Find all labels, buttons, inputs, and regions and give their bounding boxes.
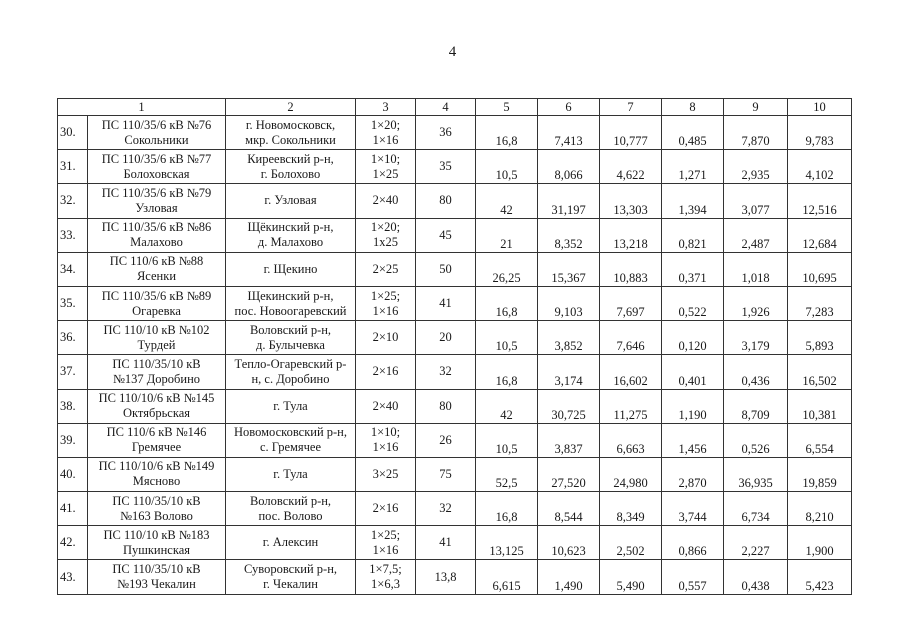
column-4-cell: 13,8 — [416, 560, 476, 594]
value-cell-col-7: 13,218 — [600, 218, 662, 252]
substation-name-line: Октябрьская — [122, 406, 191, 421]
location-line: г. Узловая — [264, 193, 317, 208]
value-cell-col-6: 8,352 — [538, 218, 600, 252]
header-cell-8: 8 — [662, 99, 724, 116]
transformers-line: 1×10; — [370, 425, 401, 440]
substation-name-line: Мясново — [132, 474, 181, 489]
substation-name-line: ПС 110/35/6 кВ №79 — [101, 185, 212, 200]
value-cell-col-6: 3,174 — [538, 355, 600, 389]
value-cell-col-6: 30,725 — [538, 389, 600, 423]
column-4-cell: 35 — [416, 150, 476, 184]
substation-name-cell — [88, 150, 226, 184]
row-number-cell: 36. — [58, 321, 88, 355]
location-cell — [226, 286, 356, 320]
value-cell-col-8: 1,394 — [662, 184, 724, 218]
value-cell-col-8: 0,866 — [662, 526, 724, 560]
column-4-cell: 75 — [416, 457, 476, 491]
table-header-row — [58, 99, 852, 116]
substation-name-line: ПС 110/35/6 кВ №89 — [101, 288, 212, 303]
value-cell-col-10: 10,381 — [788, 389, 852, 423]
location-cell — [226, 116, 356, 150]
value-cell-col-7: 6,663 — [600, 423, 662, 457]
substation-name-line: №137 Доробино — [112, 371, 201, 386]
location-cell — [226, 252, 356, 286]
transformers-cell — [356, 184, 416, 218]
value-cell-col-6: 3,852 — [538, 321, 600, 355]
table-row — [58, 218, 852, 252]
column-4-cell: 80 — [416, 184, 476, 218]
table-row — [58, 457, 852, 491]
row-number-cell: 39. — [58, 423, 88, 457]
substation-name-cell — [88, 321, 226, 355]
value-cell-col-7: 10,883 — [600, 252, 662, 286]
transformers-cell — [356, 218, 416, 252]
value-cell-col-5: 26,25 — [476, 252, 538, 286]
value-cell-col-9: 7,870 — [724, 116, 788, 150]
transformers-line: 1×20; — [370, 117, 401, 132]
location-line: пос. Волово — [258, 508, 323, 523]
table-row — [58, 423, 852, 457]
value-cell-col-6: 1,490 — [538, 560, 600, 594]
value-cell-col-9: 1,926 — [724, 286, 788, 320]
substation-name-cell — [88, 116, 226, 150]
transformers-line: 2×25 — [372, 261, 399, 276]
header-cell-5: 5 — [476, 99, 538, 116]
location-cell — [226, 457, 356, 491]
transformers-line: 1×25 — [372, 166, 399, 181]
column-4-cell: 32 — [416, 492, 476, 526]
value-cell-col-9: 0,436 — [724, 355, 788, 389]
transformers-line: 1×16 — [372, 132, 399, 147]
header-cell-6: 6 — [538, 99, 600, 116]
value-cell-col-5: 21 — [476, 218, 538, 252]
location-line: Воловский р-н, — [249, 493, 332, 508]
column-4-cell: 45 — [416, 218, 476, 252]
transformers-line: 1×25; — [370, 288, 401, 303]
substation-name-cell — [88, 389, 226, 423]
value-cell-col-8: 0,557 — [662, 560, 724, 594]
value-cell-col-5: 16,8 — [476, 116, 538, 150]
transformers-line: 3×25 — [372, 466, 399, 481]
value-cell-col-7: 7,646 — [600, 321, 662, 355]
value-cell-col-9: 0,438 — [724, 560, 788, 594]
transformers-cell — [356, 252, 416, 286]
row-number-cell: 30. — [58, 116, 88, 150]
value-cell-col-7: 5,490 — [600, 560, 662, 594]
value-cell-col-9: 2,227 — [724, 526, 788, 560]
transformers-line: 2×40 — [372, 193, 399, 208]
header-cell-3: 3 — [356, 99, 416, 116]
value-cell-col-6: 8,066 — [538, 150, 600, 184]
value-cell-col-6: 3,837 — [538, 423, 600, 457]
value-cell-col-5: 16,8 — [476, 286, 538, 320]
location-cell — [226, 526, 356, 560]
value-cell-col-7: 10,777 — [600, 116, 662, 150]
value-cell-col-8: 0,371 — [662, 252, 724, 286]
value-cell-col-10: 10,695 — [788, 252, 852, 286]
location-line: мкр. Сокольники — [245, 132, 336, 147]
substation-name-line: Турдей — [137, 337, 176, 352]
value-cell-col-9: 0,526 — [724, 423, 788, 457]
substation-name-cell — [88, 492, 226, 526]
transformers-line: 2×10 — [372, 330, 399, 345]
column-4-cell: 41 — [416, 526, 476, 560]
row-number-cell: 37. — [58, 355, 88, 389]
row-number-cell: 31. — [58, 150, 88, 184]
table-body — [58, 116, 852, 595]
row-number-cell: 32. — [58, 184, 88, 218]
column-4-cell: 41 — [416, 286, 476, 320]
value-cell-col-5: 16,8 — [476, 492, 538, 526]
value-cell-col-5: 6,615 — [476, 560, 538, 594]
location-cell — [226, 150, 356, 184]
transformers-cell — [356, 526, 416, 560]
location-cell — [226, 184, 356, 218]
value-cell-col-10: 1,900 — [788, 526, 852, 560]
location-cell — [226, 423, 356, 457]
value-cell-col-10: 16,502 — [788, 355, 852, 389]
value-cell-col-5: 10,5 — [476, 150, 538, 184]
substation-name-line: ПС 110/35/6 кВ №86 — [101, 220, 212, 235]
table-row — [58, 184, 852, 218]
location-line: пос. Новоогаревский — [234, 303, 347, 318]
value-cell-col-8: 0,401 — [662, 355, 724, 389]
transformers-line: 1x25 — [373, 235, 398, 250]
substation-name-cell — [88, 355, 226, 389]
location-line: г. Новомосковск, — [245, 117, 336, 132]
value-cell-col-8: 1,190 — [662, 389, 724, 423]
row-number-cell: 38. — [58, 389, 88, 423]
location-line: д. Булычевка — [256, 337, 325, 352]
transformers-cell — [356, 286, 416, 320]
transformers-line: 2×40 — [372, 398, 399, 413]
value-cell-col-10: 7,283 — [788, 286, 852, 320]
location-cell — [226, 389, 356, 423]
value-cell-col-5: 13,125 — [476, 526, 538, 560]
column-4-cell: 20 — [416, 321, 476, 355]
substation-name-line: Пушкинская — [122, 542, 191, 557]
value-cell-col-9: 1,018 — [724, 252, 788, 286]
value-cell-col-9: 36,935 — [724, 457, 788, 491]
table-row — [58, 252, 852, 286]
location-line: г. Болохово — [260, 166, 321, 181]
location-line: Щёкинский р-н, — [247, 220, 334, 235]
value-cell-col-7: 16,602 — [600, 355, 662, 389]
value-cell-col-7: 13,303 — [600, 184, 662, 218]
table-row — [58, 389, 852, 423]
table-row — [58, 321, 852, 355]
column-4-cell: 50 — [416, 252, 476, 286]
row-number-cell: 34. — [58, 252, 88, 286]
value-cell-col-6: 8,544 — [538, 492, 600, 526]
header-cell-10: 10 — [788, 99, 852, 116]
table-row — [58, 286, 852, 320]
transformers-line: 1×16 — [372, 542, 399, 557]
column-4-cell: 36 — [416, 116, 476, 150]
substation-name-line: Болоховская — [123, 166, 190, 181]
location-line: с. Гремячее — [259, 440, 322, 455]
transformers-line: 2×16 — [372, 364, 399, 379]
substation-name-line: ПС 110/35/10 кВ — [112, 493, 201, 508]
value-cell-col-5: 52,5 — [476, 457, 538, 491]
value-cell-col-7: 8,349 — [600, 492, 662, 526]
substation-name-line: ПС 110/35/6 кВ №76 — [101, 117, 212, 132]
location-cell — [226, 560, 356, 594]
value-cell-col-5: 42 — [476, 389, 538, 423]
table-row — [58, 492, 852, 526]
row-number-cell: 35. — [58, 286, 88, 320]
substation-name-line: Гремячее — [131, 440, 182, 455]
value-cell-col-8: 0,120 — [662, 321, 724, 355]
location-line: г. Чекалин — [263, 577, 318, 592]
table-row — [58, 116, 852, 150]
value-cell-col-7: 4,622 — [600, 150, 662, 184]
value-cell-col-6: 31,197 — [538, 184, 600, 218]
substation-name-line: Узловая — [135, 200, 178, 215]
transformers-cell — [356, 423, 416, 457]
location-line: Воловский р-н, — [249, 322, 332, 337]
substation-name-cell — [88, 184, 226, 218]
table-row — [58, 150, 852, 184]
location-line: г. Тула — [273, 466, 308, 481]
value-cell-col-8: 0,821 — [662, 218, 724, 252]
location-cell — [226, 218, 356, 252]
header-cell-4: 4 — [416, 99, 476, 116]
header-cell-1: 1 — [58, 99, 226, 116]
value-cell-col-9: 3,077 — [724, 184, 788, 218]
location-line: Щекинский р-н, — [247, 288, 334, 303]
substation-name-cell — [88, 526, 226, 560]
value-cell-col-9: 8,709 — [724, 389, 788, 423]
substations-table — [57, 98, 852, 595]
value-cell-col-8: 3,744 — [662, 492, 724, 526]
value-cell-col-6: 9,103 — [538, 286, 600, 320]
header-cell-7: 7 — [600, 99, 662, 116]
substation-name-line: №193 Чекалин — [117, 577, 196, 592]
row-number-cell: 43. — [58, 560, 88, 594]
transformers-cell — [356, 116, 416, 150]
location-cell — [226, 321, 356, 355]
transformers-cell — [356, 457, 416, 491]
value-cell-col-10: 19,859 — [788, 457, 852, 491]
value-cell-col-8: 0,485 — [662, 116, 724, 150]
table-row — [58, 560, 852, 594]
transformers-line: 1×7,5; — [369, 562, 402, 577]
value-cell-col-5: 42 — [476, 184, 538, 218]
value-cell-col-5: 10,5 — [476, 321, 538, 355]
substation-name-line: ПС 110/6 кВ №88 — [109, 254, 204, 269]
value-cell-col-9: 2,935 — [724, 150, 788, 184]
value-cell-col-6: 10,623 — [538, 526, 600, 560]
value-cell-col-8: 1,271 — [662, 150, 724, 184]
substation-name-line: Ясенки — [136, 269, 177, 284]
substation-name-line: ПС 110/10/6 кВ №145 — [98, 391, 215, 406]
location-line: г. Алексин — [262, 535, 319, 550]
column-4-cell: 32 — [416, 355, 476, 389]
substation-name-line: ПС 110/35/6 кВ №77 — [101, 151, 212, 166]
substation-name-line: Огаревка — [132, 303, 181, 318]
transformers-line: 1×6,3 — [371, 577, 400, 592]
substation-name-cell — [88, 252, 226, 286]
value-cell-col-6: 27,520 — [538, 457, 600, 491]
page-number: 4 — [448, 44, 457, 60]
location-line: н, с. Доробино — [251, 371, 330, 386]
transformers-line: 1×25; — [370, 527, 401, 542]
location-cell — [226, 492, 356, 526]
value-cell-col-9: 2,487 — [724, 218, 788, 252]
value-cell-col-6: 15,367 — [538, 252, 600, 286]
value-cell-col-10: 8,210 — [788, 492, 852, 526]
value-cell-col-6: 7,413 — [538, 116, 600, 150]
substation-name-cell — [88, 218, 226, 252]
location-line: г. Тула — [273, 398, 308, 413]
value-cell-col-5: 16,8 — [476, 355, 538, 389]
substation-name-line: №163 Волово — [120, 508, 193, 523]
header-cell-2: 2 — [226, 99, 356, 116]
location-line: Новомосковский р-н, — [234, 425, 347, 440]
substation-name-line: ПС 110/10 кВ №102 — [103, 322, 210, 337]
value-cell-col-7: 7,697 — [600, 286, 662, 320]
transformers-cell — [356, 560, 416, 594]
value-cell-col-10: 6,554 — [788, 423, 852, 457]
row-number-cell: 42. — [58, 526, 88, 560]
table-row — [58, 526, 852, 560]
value-cell-col-5: 10,5 — [476, 423, 538, 457]
value-cell-col-9: 6,734 — [724, 492, 788, 526]
value-cell-col-8: 0,522 — [662, 286, 724, 320]
value-cell-col-7: 2,502 — [600, 526, 662, 560]
transformers-line: 1×16 — [372, 303, 399, 318]
transformers-line: 1×20; — [370, 220, 401, 235]
location-line: д. Малахово — [257, 235, 324, 250]
substation-name-cell — [88, 560, 226, 594]
column-4-cell: 80 — [416, 389, 476, 423]
transformers-cell — [356, 355, 416, 389]
transformers-cell — [356, 389, 416, 423]
header-cell-9: 9 — [724, 99, 788, 116]
substation-name-cell — [88, 423, 226, 457]
value-cell-col-10: 5,423 — [788, 560, 852, 594]
substation-name-line: ПС 110/35/10 кВ — [112, 562, 201, 577]
value-cell-col-10: 5,893 — [788, 321, 852, 355]
substation-name-cell — [88, 286, 226, 320]
value-cell-col-10: 12,684 — [788, 218, 852, 252]
row-number-cell: 33. — [58, 218, 88, 252]
row-number-cell: 41. — [58, 492, 88, 526]
value-cell-col-8: 1,456 — [662, 423, 724, 457]
substation-name-line: Малахово — [130, 235, 183, 250]
transformers-line: 1×10; — [370, 151, 401, 166]
substation-name-line: Сокольники — [124, 132, 189, 147]
value-cell-col-9: 3,179 — [724, 321, 788, 355]
value-cell-col-8: 2,870 — [662, 457, 724, 491]
value-cell-col-10: 9,783 — [788, 116, 852, 150]
substation-name-cell — [88, 457, 226, 491]
transformers-cell — [356, 150, 416, 184]
value-cell-col-10: 12,516 — [788, 184, 852, 218]
value-cell-col-7: 11,275 — [600, 389, 662, 423]
value-cell-col-10: 4,102 — [788, 150, 852, 184]
transformers-line: 1×16 — [372, 440, 399, 455]
table-row — [58, 355, 852, 389]
transformers-cell — [356, 492, 416, 526]
value-cell-col-7: 24,980 — [600, 457, 662, 491]
substation-name-line: ПС 110/10 кВ №183 — [103, 527, 210, 542]
transformers-line: 2×16 — [372, 501, 399, 516]
location-line: г. Щекино — [263, 261, 318, 276]
substation-name-line: ПС 110/35/10 кВ — [112, 356, 201, 371]
transformers-cell — [356, 321, 416, 355]
row-number-cell: 40. — [58, 457, 88, 491]
location-line: Суворовский р-н, — [243, 562, 338, 577]
column-4-cell: 26 — [416, 423, 476, 457]
substation-name-line: ПС 110/6 кВ №146 — [106, 425, 207, 440]
location-line: Киреевский р-н, — [247, 151, 334, 166]
substation-name-line: ПС 110/10/6 кВ №149 — [98, 459, 215, 474]
location-cell — [226, 355, 356, 389]
location-line: Тепло-Огаревский р- — [234, 356, 347, 371]
